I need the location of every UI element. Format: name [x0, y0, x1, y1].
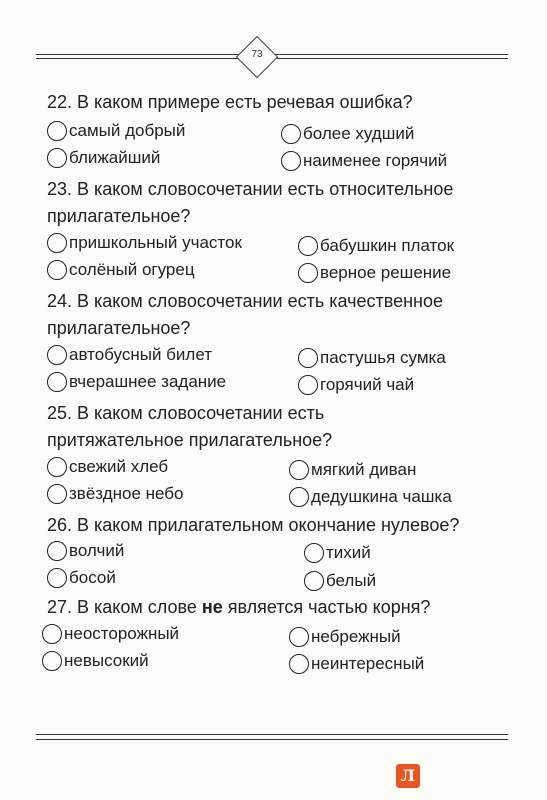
radio-circle[interactable] [47, 484, 67, 504]
q26-option-1[interactable]: волчий [47, 541, 124, 561]
radio-circle[interactable] [281, 124, 301, 144]
q26-option-4[interactable]: белый [304, 571, 376, 591]
q27-option-1[interactable]: неосторожный [42, 624, 179, 644]
q24-option-4[interactable]: горячий чай [298, 375, 414, 395]
radio-circle[interactable] [47, 233, 67, 253]
radio-circle[interactable] [47, 345, 67, 365]
q27-option-2[interactable]: небрежный [289, 627, 401, 647]
radio-circle[interactable] [298, 236, 318, 256]
q24-option-1[interactable]: автобусный билет [47, 345, 212, 365]
footer-rule [36, 734, 508, 735]
q22-option-3[interactable]: ближайший [47, 148, 160, 168]
radio-circle[interactable] [47, 372, 67, 392]
question-24-line-1: 24. В каком словосочетании есть качественное [47, 291, 443, 311]
radio-circle[interactable] [47, 541, 67, 561]
q25-option-3[interactable]: звёздное небо [47, 484, 183, 504]
q24-option-3[interactable]: вчерашнее задание [47, 372, 226, 392]
footer-rule-thin [36, 739, 508, 740]
question-23-line-2: прилагательное? [47, 206, 191, 226]
q22-option-1[interactable]: самый добрый [47, 121, 185, 141]
radio-circle[interactable] [42, 651, 62, 671]
radio-circle[interactable] [289, 487, 309, 507]
radio-circle[interactable] [47, 568, 67, 588]
radio-circle[interactable] [298, 375, 318, 395]
radio-circle[interactable] [304, 571, 324, 591]
q25-option-4[interactable]: дедушкина чашка [289, 487, 452, 507]
question-23-line-1: 23. В каком словосочетании есть относительное [47, 179, 454, 199]
publisher-logo-icon: Л [396, 764, 420, 788]
question-24-line-2: прилагательное? [47, 318, 191, 338]
q22-option-4[interactable]: наименее горячий [281, 151, 447, 171]
q23-option-3[interactable]: солёный огурец [47, 260, 195, 280]
question-26: 26. В каком прилагательном окончание нулевое? [47, 515, 460, 535]
radio-circle[interactable] [281, 151, 301, 171]
q23-option-4[interactable]: верное решение [298, 263, 451, 283]
question-25-line-2: притяжательное прилагательное? [47, 430, 333, 450]
q24-option-2[interactable]: пастушья сумка [298, 348, 446, 368]
radio-circle[interactable] [289, 654, 309, 674]
radio-circle[interactable] [304, 543, 324, 563]
q22-option-2[interactable]: более худший [281, 124, 414, 144]
radio-circle[interactable] [47, 457, 67, 477]
q26-option-2[interactable]: тихий [304, 543, 371, 563]
q23-option-1[interactable]: пришкольный участок [47, 233, 242, 253]
q23-option-2[interactable]: бабушкин платок [298, 236, 454, 256]
radio-circle[interactable] [47, 260, 67, 280]
emphasis-ne: не [201, 597, 223, 617]
radio-circle[interactable] [47, 121, 67, 141]
question-27: 27. В каком слове не является частью корня? [47, 597, 431, 617]
radio-circle[interactable] [298, 263, 318, 283]
question-22: 22. В каком примере есть речевая ошибка? [47, 92, 413, 112]
question-25-line-1: 25. В каком словосочетании есть [47, 403, 325, 423]
radio-circle[interactable] [47, 148, 67, 168]
q26-option-3[interactable]: босой [47, 568, 116, 588]
q25-option-1[interactable]: свежий хлеб [47, 457, 168, 477]
radio-circle[interactable] [42, 624, 62, 644]
radio-circle[interactable] [289, 460, 309, 480]
page-number: 73 [251, 49, 263, 60]
q27-option-3[interactable]: невысокий [42, 651, 149, 671]
radio-circle[interactable] [289, 627, 309, 647]
radio-circle[interactable] [298, 348, 318, 368]
q25-option-2[interactable]: мягкий диван [289, 460, 416, 480]
q27-option-4[interactable]: неинтересный [289, 654, 424, 674]
